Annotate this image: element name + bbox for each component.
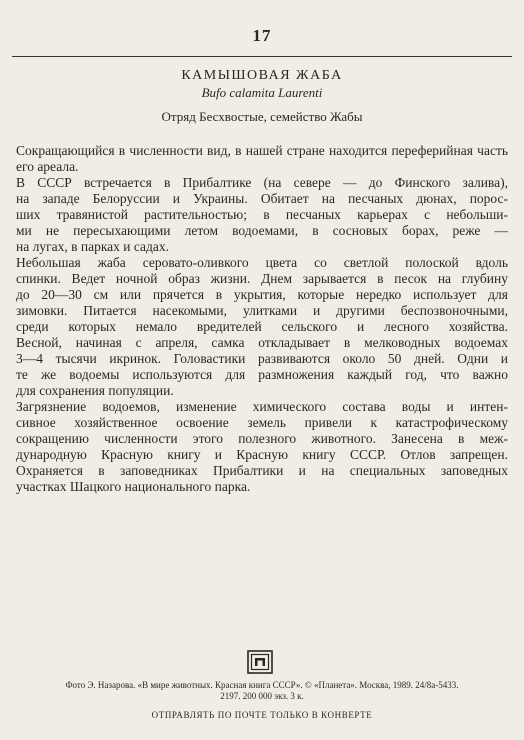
top-rule	[12, 56, 512, 57]
body-line: Весной, начиная с апреля, самка откладывает в мелководных водоемах	[16, 335, 508, 350]
body-line: те же водоемы используются для размножения каждый год, что важно	[16, 367, 508, 382]
page-number: 17	[252, 26, 272, 45]
credits-line: 2197. 200 000 экз. 3 к.	[220, 691, 304, 701]
body-line: на лугах, в парках и садах.	[16, 239, 170, 254]
body-line: ших травянистой растительностью; в песчаных карьерах с небольши-	[16, 207, 508, 222]
body-line: среди которых немало вредителей сельского и лесного хозяйства.	[16, 319, 508, 334]
body-line: сивное хозяйственное освоение земель привели к катастрофическому	[16, 415, 508, 430]
planeta-logo-icon	[247, 650, 273, 674]
body-line: Охраняется в заповедниках Прибалтики и на специальных заповедных	[16, 463, 508, 478]
body-line: спинки. Ведет ночной образ жизни. Днем зарывается в песок на глубину	[16, 271, 508, 286]
body-line: В СССР встречается в Прибалтике (на севере — до Финского залива),	[16, 175, 508, 190]
body-line: ми не пересыхающими летом водоемами, в сосновых борах, реже —	[16, 223, 508, 238]
body-line: 3—4 тысячи икринок. Головастики развиваются около 50 дней. Одни и	[16, 351, 508, 366]
body-line: для сохранения популяции.	[16, 383, 174, 398]
taxonomy-line: Отряд Бесхвостые, семейство Жабы	[161, 109, 363, 124]
mail-instruction: ОТПРАВЛЯТЬ ПО ПОЧТЕ ТОЛЬКО В КОНВЕРТЕ	[151, 710, 373, 720]
body-line: Небольшая жаба серовато-оливкого цвета со светлой полоской вдоль	[16, 255, 508, 270]
body-line: Сокращающийся в численности вид, в нашей стране находится переферийная часть его ареала.	[16, 143, 508, 174]
body-line: на западе Белоруссии и Украины. Обитает на песчаных дюнах, порос-	[16, 191, 508, 206]
body-line: дународную Красную книгу и Красную книгу СССР. Отлов запрещен.	[16, 447, 508, 462]
body-line: зимовки. Питается насекомыми, улитками и другими беспозвоночными,	[16, 303, 508, 318]
credits-line: Фото Э. Назарова. «В мире животных. Красная книга СССР». © «Планета». Москва, 1989. 24/8а-5433.	[65, 680, 459, 690]
body-line: Загрязнение водоемов, изменение химического состава воды и интен-	[16, 399, 508, 414]
latin-name: Bufo calamita Laurenti	[201, 85, 323, 100]
publication-credits	[16, 680, 508, 702]
species-title: КАМЫШОВАЯ ЖАБА	[181, 68, 343, 83]
description-text	[16, 143, 508, 495]
body-line: сокращению численности этого полезного животного. Занесена в меж-	[16, 431, 508, 446]
body-line: до 20—30 см или прячется в укрытия, которые нередко использует для	[16, 287, 508, 302]
body-line: участках Шацкого национального парка.	[16, 479, 251, 494]
